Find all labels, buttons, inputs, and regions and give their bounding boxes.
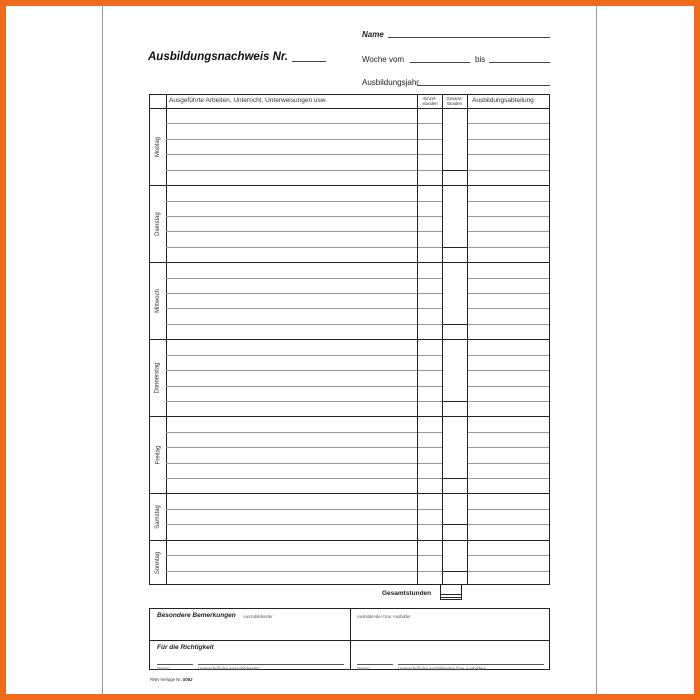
row-line bbox=[418, 324, 442, 325]
row-line bbox=[468, 401, 549, 402]
row-line bbox=[166, 432, 417, 433]
row-line bbox=[468, 139, 549, 140]
column-header-work: Ausgeführte Arbeiten, Unterricht, Unterweisungen usw. bbox=[169, 97, 327, 104]
day-label-dienstag bbox=[151, 185, 165, 262]
signature-divider-vertical bbox=[350, 609, 351, 669]
report-number-field[interactable] bbox=[292, 61, 326, 62]
form-number: 5062 bbox=[182, 677, 193, 682]
row-line bbox=[468, 386, 549, 387]
row-line bbox=[468, 432, 549, 433]
day-subtotal-line bbox=[442, 524, 467, 525]
row-line bbox=[166, 571, 417, 572]
day-subtotal-line bbox=[442, 571, 467, 572]
row-line bbox=[166, 509, 417, 510]
day-subtotal-line bbox=[442, 324, 467, 325]
row-line bbox=[418, 139, 442, 140]
row-line bbox=[418, 231, 442, 232]
day-divider bbox=[150, 339, 549, 340]
row-line bbox=[418, 386, 442, 387]
total-hours-field[interactable] bbox=[440, 585, 462, 600]
row-line bbox=[166, 463, 417, 464]
row-line bbox=[166, 386, 417, 387]
day-subtotal-line bbox=[442, 170, 467, 171]
row-line bbox=[166, 139, 417, 140]
date-line-right[interactable] bbox=[357, 664, 393, 665]
row-line bbox=[468, 216, 549, 217]
row-line bbox=[418, 478, 442, 479]
row-line bbox=[418, 524, 442, 525]
row-line bbox=[468, 278, 549, 279]
day-divider bbox=[150, 493, 549, 494]
row-line bbox=[418, 447, 442, 448]
header-divider bbox=[150, 108, 549, 109]
form-title: Ausbildungsnachweis Nr. bbox=[148, 51, 288, 63]
row-line bbox=[468, 571, 549, 572]
row-line bbox=[418, 247, 442, 248]
row-line bbox=[166, 401, 417, 402]
week-from-field[interactable] bbox=[410, 62, 470, 63]
total-hours-label: Gesamtstunden bbox=[382, 590, 432, 597]
day-label-mittwoch bbox=[151, 262, 165, 339]
day-name: Montag bbox=[155, 136, 162, 157]
row-line bbox=[468, 308, 549, 309]
row-line bbox=[166, 154, 417, 155]
day-divider bbox=[150, 416, 549, 417]
row-line bbox=[468, 447, 549, 448]
row-line bbox=[166, 201, 417, 202]
row-line bbox=[166, 170, 417, 171]
total-hours-double-line bbox=[441, 594, 461, 595]
signature-line-trainee[interactable] bbox=[198, 664, 344, 665]
day-label-sonntag bbox=[151, 540, 165, 586]
row-line bbox=[468, 293, 549, 294]
verification-title: Für die Richtigkeit bbox=[157, 644, 214, 651]
row-line bbox=[468, 478, 549, 479]
row-line bbox=[418, 278, 442, 279]
row-line bbox=[418, 432, 442, 433]
week-to-field[interactable] bbox=[489, 62, 550, 63]
day-name: Dienstag bbox=[155, 211, 161, 236]
day-divider bbox=[150, 262, 549, 263]
date-label-right: Datum bbox=[357, 666, 370, 671]
row-line bbox=[418, 571, 442, 572]
row-line bbox=[418, 308, 442, 309]
day-name: Mittwoch bbox=[155, 288, 162, 313]
row-line bbox=[166, 555, 417, 556]
row-line bbox=[166, 278, 417, 279]
remarks-trainee-label: Auszubildender bbox=[243, 614, 273, 619]
day-divider bbox=[150, 540, 549, 541]
remarks-title: Besondere Bemerkungen bbox=[157, 612, 236, 619]
row-line bbox=[166, 293, 417, 294]
row-line bbox=[468, 123, 549, 124]
row-line bbox=[166, 247, 417, 248]
row-line bbox=[468, 355, 549, 356]
row-line bbox=[418, 216, 442, 217]
publisher-label: RNK-Verlage Nr. bbox=[150, 677, 182, 682]
row-line bbox=[468, 463, 549, 464]
row-line bbox=[468, 555, 549, 556]
day-subtotal-line bbox=[442, 401, 467, 402]
day-name: Samstag bbox=[155, 504, 161, 529]
signature-label-trainer: Unterschrift des Ausbildenden bzw. Ausbilders bbox=[398, 666, 486, 671]
day-label-samstag bbox=[151, 493, 165, 539]
row-line bbox=[418, 509, 442, 510]
row-line bbox=[166, 355, 417, 356]
column-header-single-hours: Einzel- stunden bbox=[422, 96, 438, 106]
column-header-total-hours: Gesamt- stunden bbox=[446, 96, 463, 106]
paper-edge-right bbox=[596, 6, 597, 694]
signature-section bbox=[149, 608, 550, 670]
day-subtotal-line bbox=[442, 247, 467, 248]
day-label-donnerstag bbox=[151, 339, 165, 416]
training-year-label: Ausbildungsjahr bbox=[362, 78, 419, 87]
until-label: bis bbox=[475, 55, 486, 64]
column-header-department: Ausbildungsabteilung bbox=[472, 97, 534, 104]
row-line bbox=[418, 123, 442, 124]
row-line bbox=[468, 370, 549, 371]
total-hours-double-line bbox=[441, 597, 461, 598]
row-line bbox=[418, 293, 442, 294]
publisher-footer bbox=[150, 677, 193, 682]
day-label-montag bbox=[151, 108, 165, 185]
date-label-left: Datum bbox=[157, 666, 170, 671]
day-subtotal-line bbox=[442, 478, 467, 479]
signature-line-trainer[interactable] bbox=[398, 664, 544, 665]
row-line bbox=[468, 524, 549, 525]
row-line bbox=[468, 154, 549, 155]
remarks-trainer-label: Ausbildender bzw. Ausbilder bbox=[357, 614, 411, 619]
row-line bbox=[418, 401, 442, 402]
form-page bbox=[6, 6, 694, 694]
row-line bbox=[166, 447, 417, 448]
row-line bbox=[418, 370, 442, 371]
row-line bbox=[166, 123, 417, 124]
day-divider bbox=[150, 185, 549, 186]
date-line-left[interactable] bbox=[157, 664, 193, 665]
row-line bbox=[468, 170, 549, 171]
day-name: Sonntag bbox=[155, 551, 162, 575]
row-line bbox=[418, 170, 442, 171]
row-line bbox=[166, 324, 417, 325]
row-line bbox=[468, 231, 549, 232]
row-line bbox=[418, 355, 442, 356]
row-line bbox=[418, 555, 442, 556]
name-field[interactable] bbox=[388, 37, 550, 38]
day-name: Donnerstag bbox=[155, 362, 161, 394]
row-line bbox=[468, 247, 549, 248]
row-line bbox=[468, 324, 549, 325]
signature-label-trainee: Unterschrift des Auszubildenden bbox=[198, 666, 260, 671]
week-label: Woche vom bbox=[362, 55, 405, 64]
row-line bbox=[166, 370, 417, 371]
row-line bbox=[166, 231, 417, 232]
row-line bbox=[468, 509, 549, 510]
training-year-field[interactable] bbox=[417, 85, 550, 86]
day-name: Freitag bbox=[155, 445, 161, 465]
day-label-freitag bbox=[151, 416, 165, 493]
row-line bbox=[468, 201, 549, 202]
paper-edge-left bbox=[102, 6, 103, 694]
row-line bbox=[166, 524, 417, 525]
row-line bbox=[166, 308, 417, 309]
signature-divider-horizontal bbox=[150, 640, 549, 641]
row-line bbox=[166, 216, 417, 217]
name-label: Name bbox=[362, 30, 384, 39]
row-line bbox=[166, 478, 417, 479]
report-table bbox=[149, 94, 550, 585]
row-line bbox=[418, 201, 442, 202]
row-line bbox=[418, 154, 442, 155]
row-line bbox=[418, 463, 442, 464]
